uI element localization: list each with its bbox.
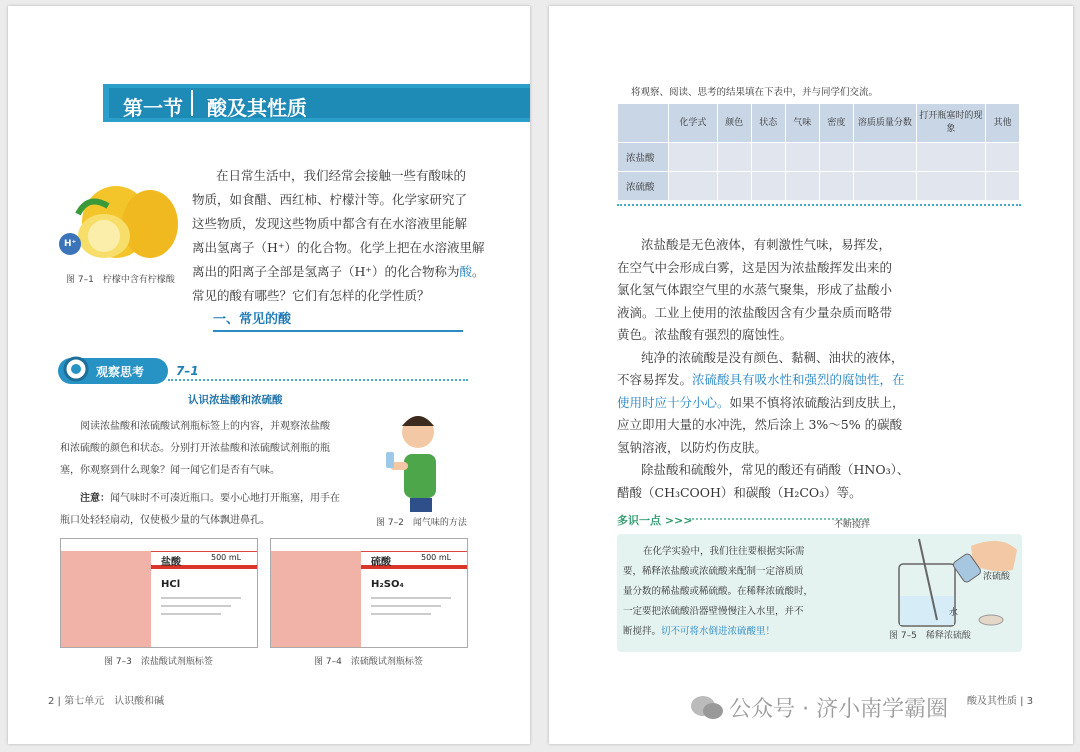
intro-line: 物质，如食醋、西红柿、柠檬汁等。化学家研究了 [192,192,468,207]
properties-table [617,103,1020,201]
table-cell [669,172,718,201]
table-header-row [618,104,1020,143]
table-header-cell: 颜色 [717,104,751,143]
plain-text: 不容易挥发。 [617,372,693,387]
note-line [60,488,370,510]
paragraph-line: 氯化氢气体跟空气里的水蒸气聚集，形成了盐酸小 [617,282,893,297]
left-page [8,6,530,744]
h2so4-label-formula: H₂SO₄ [371,579,404,590]
left-footer: 2 | 第七单元 认识酸和碱 [48,696,165,707]
paragraph-line: 纯净的浓硫酸是没有颜色、黏稠、油状的液体， [641,349,904,365]
intro-line: 这些物质，发现这些物质中都含有在水溶液里能解 [192,216,468,231]
extra-title: 多识一点 >>> [617,514,693,527]
boy-smelling-illustration [376,410,456,512]
observe-line: 和浓硫酸的颜色和状态。分别打开浓盐酸和浓硫酸试剂瓶的瓶 [60,443,330,454]
h2so4-label-name: 硫酸 [371,557,391,568]
label-water: 水 [949,608,959,618]
warning-text: 切不可将水倒进浓硫酸里！ [661,626,776,637]
intro-line: 常见的酸有哪些？它们有怎样的化学性质？ [192,288,430,303]
table-cell [985,172,1019,201]
table-header-cell: 气味 [785,104,819,143]
note-text: 闻气味时不可凑近瓶口。要小心地打开瓶塞，用手在 [110,493,340,504]
table-header-cell: 状态 [751,104,785,143]
hcl-label-formula: HCl [161,579,181,590]
observe-line: 塞，你观察到什么现象？闻一闻它们是否有气味。 [60,465,280,476]
h2so4-label-card [270,538,468,648]
fig-7-4-caption: 图 7–4 浓硫酸试剂瓶标签 [314,657,423,667]
observe-heading: 认识浓盐酸和浓硫酸 [188,394,283,406]
magnifier-icon [62,355,92,385]
warning-text: 浓硫酸具有吸水性和强烈的腐蚀性，在 [692,372,905,387]
table-cell [751,172,785,201]
observe-badge [58,358,168,384]
section-title: 酸及其性质 [207,96,307,120]
table-row [618,143,1020,172]
intro-end: 。 [472,264,485,279]
table-cell [717,172,751,201]
title-separator [191,90,193,116]
hcl-label-name: 盐酸 [161,557,181,568]
paragraph-line [617,392,977,415]
table-header-cell: 化学式 [669,104,718,143]
extra-line: 在化学实验中，我们往往要根据实际需 [643,546,805,557]
extra-line [623,622,833,642]
fig-7-5-caption: 图 7–5 稀释浓硫酸 [889,631,971,641]
hcl-label-card [60,538,258,648]
lemon-illustration [56,174,184,272]
table-header-cell: 溶质质量分数 [853,104,916,143]
intro-line-text: 离出的阳离子全部是氢离子（H⁺）的化合物称为 [192,264,460,279]
extra-text [623,542,833,642]
paragraph-line: 应立即用大量的水冲洗，然后涂上 3%～5% 的碳酸 [617,417,903,432]
table-cell [916,172,985,201]
table-cell [853,172,916,201]
table-cell [853,143,916,172]
wechat-icon [690,694,724,722]
right-footer: 酸及其性质 | 3 [967,696,1034,707]
warning-text: 使用时应十分小心。 [617,394,730,410]
subsection-title: 一、常见的酸 [213,312,292,327]
note-label: 注意： [80,493,110,504]
fig-7-3-caption: 图 7–3 浓盐酸试剂瓶标签 [104,657,213,667]
table-cell [669,143,718,172]
label-concentrated-acid: 浓硫酸 [983,572,1011,582]
table-cell [916,143,985,172]
intro-line [192,260,492,284]
section-number: 第一节 [123,96,183,120]
paragraph-line: 氢钠溶液，以防灼伤皮肤。 [617,439,768,455]
table-header-cell: 打开瓶塞时的现象 [916,104,985,143]
section-divider [617,204,1021,206]
paragraph-line [617,369,977,392]
table-cell [751,143,785,172]
table-header-cell: 密度 [819,104,853,143]
watermark-text: 公众号 · 济小南学霸圈 [729,697,949,722]
hydrogen-ion-label: H⁺ [64,239,77,249]
extra-line: 一定要把浓硫酸沿器壁慢慢注入水里，并不 [623,606,804,617]
table-cell [785,172,819,201]
observe-number: 7–1 [176,364,199,378]
h2so4-label-volume: 500 mL [421,553,452,562]
paragraph-line: 黄色。浓盐酸有强烈的腐蚀性。 [617,327,793,342]
paragraph-line: 浓盐酸是无色液体，有刺激性气味，易挥发， [641,237,892,252]
fig-7-2-caption: 图 7–2 闻气味的方法 [376,518,467,528]
table-cell [819,143,853,172]
paragraph-line: 醋酸（CH₃COOH）和碳酸（H₂CO₃）等。 [617,484,862,500]
paragraph-line: 液滴。工业上使用的浓盐酸因含有少量杂质而略带 [617,304,893,320]
watermark [690,692,948,723]
right-page [549,6,1073,744]
extra-line: 量分数的稀盐酸或稀硫酸。在稀释浓硫酸时， [623,586,814,597]
intro-line: 离出氢离子（H⁺）的化合物。化学上把在水溶液里解 [192,240,485,255]
extra-line: 要，稀释浓盐酸或浓硫酸来配制一定溶质质 [623,566,804,577]
title-banner [103,84,530,122]
observe-text [60,416,370,532]
table-header-cell [618,104,669,143]
label-stir: 不断搅拌 [834,520,871,530]
acid-properties-text [617,234,977,504]
table-cell [985,143,1019,172]
row-label: 浓硫酸 [618,172,669,201]
acid-term: 酸 [459,264,473,279]
observe-divider [168,379,468,381]
subsection-underline [213,330,463,332]
table-header-cell: 其他 [985,104,1019,143]
fig-7-1-caption: 图 7–1 柠檬中含有柠檬酸 [66,275,175,285]
observe-label: 观察思考 [96,365,145,379]
note-line: 瓶口处轻轻扇动，仅使极少量的气体飘进鼻孔。 [60,515,270,526]
paragraph-line: 在空气中会形成白雾，这是因为浓盐酸挥发出来的 [617,259,893,275]
hcl-label-volume: 500 mL [211,553,242,562]
table-instruction: 将观察、阅读、思考的结果填在下表中，并与同学们交流。 [631,87,879,98]
observe-line: 阅读浓盐酸和浓硫酸试剂瓶标签上的内容，并观察浓盐酸 [80,421,330,432]
table-row [618,172,1020,201]
plain-text: 如果不慎将浓硫酸沾到皮肤上， [729,394,905,410]
table-cell [717,143,751,172]
intro-paragraph [192,164,492,308]
table-cell [785,143,819,172]
intro-line: 在日常生活中，我们经常会接触一些有酸味的 [216,168,467,183]
paragraph-line: 除盐酸和硫酸外，常见的酸还有硝酸（HNO₃）、 [641,462,910,477]
plain-text: 断搅拌。 [623,626,662,637]
row-label: 浓盐酸 [618,143,669,172]
table-cell [819,172,853,201]
